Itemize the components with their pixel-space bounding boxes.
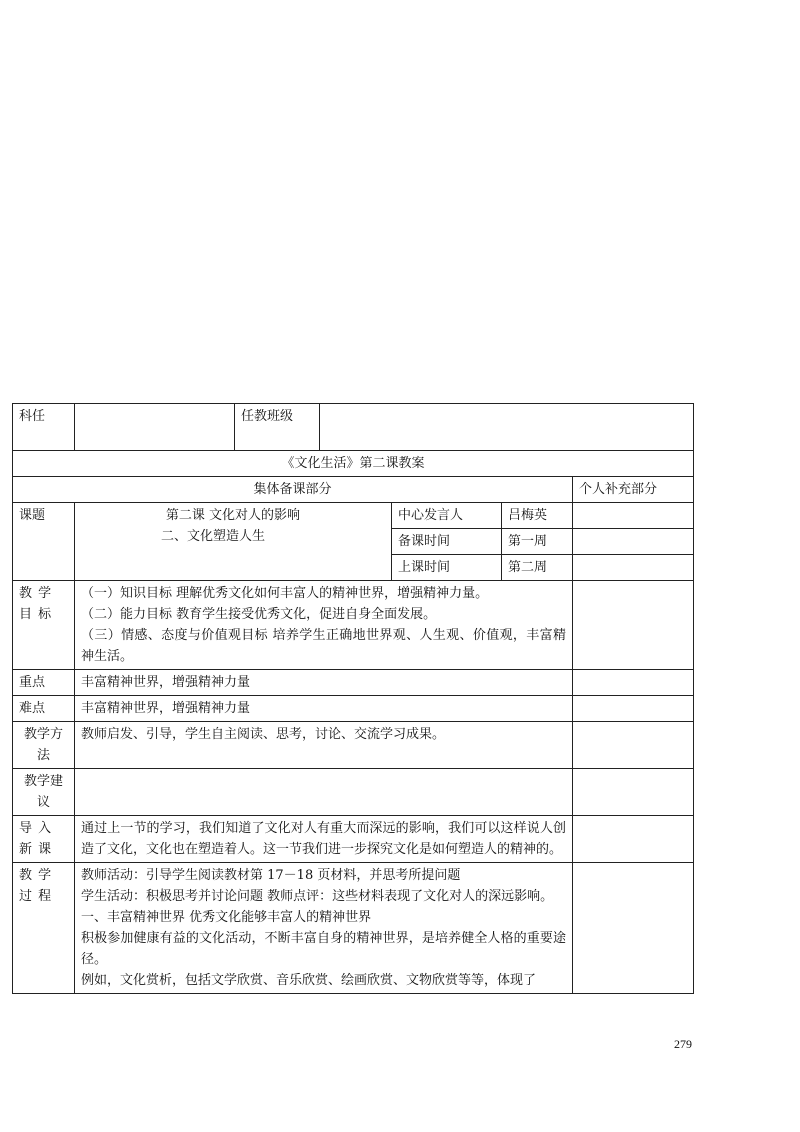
method-row (13, 722, 694, 769)
goals-content (75, 581, 573, 670)
key-point-row (13, 670, 694, 696)
topic-line-2: 二、文化塑造人生 (160, 529, 265, 544)
goals-row (13, 581, 694, 670)
speaker-value: 吕梅英 (502, 503, 573, 529)
process-line-4: 积极参加健康有益的文化活动，不断丰富自身的精神世界，是培养健全人格的重要途径。 (81, 931, 566, 967)
process-row (13, 863, 694, 994)
intro-row (13, 816, 694, 863)
personal-topic-3 (573, 555, 694, 581)
process-line-5: 例如，文化赏析，包括文学欣赏、音乐欣赏、绘画欣赏、文物欣赏等等，体现了 (81, 973, 537, 988)
method-text: 教师启发、引导，学生自主阅读、思考，讨论、交流学习成果。 (75, 722, 573, 769)
suggestion-label: 教学建议 (13, 769, 75, 816)
personal-difficulty (573, 696, 694, 722)
personal-topic-1 (573, 503, 694, 529)
title-row (13, 451, 694, 477)
goal-item-1: （一）知识目标 理解优秀文化如何丰富人的精神世界，增强精神力量。 (81, 586, 489, 601)
section-personal: 个人补充部分 (573, 477, 694, 503)
topic-label: 课题 (13, 503, 75, 581)
topic-line-1: 第二课 文化对人的影响 (165, 508, 301, 523)
header-row (13, 404, 694, 451)
method-label: 教学方法 (13, 722, 75, 769)
intro-text: 通过上一节的学习，我们知道了文化对人有重大而深远的影响，我们可以这样说人创造了文化，文化也在塑造着人。这一节我们进一步探究文化是如何塑造人的精神的。 (75, 816, 573, 863)
subject-teacher-label: 科任 (13, 404, 75, 451)
process-line-1: 教师活动：引导学生阅读教材第 17－18 页材料，并思考所提问题 (81, 868, 461, 883)
subject-teacher-value (75, 404, 235, 451)
goal-item-2: （二）能力目标 教育学生接受优秀文化，促进自身全面发展。 (81, 607, 437, 622)
topic-title (75, 503, 392, 581)
prep-time-label: 备课时间 (392, 529, 502, 555)
personal-goals (573, 581, 694, 670)
personal-suggestion (573, 769, 694, 816)
personal-process (573, 863, 694, 994)
class-value (320, 404, 694, 451)
personal-topic-2 (573, 529, 694, 555)
lesson-plan-table (12, 403, 694, 994)
intro-label: 导 入 新 课 (13, 816, 75, 863)
process-line-3: 一、丰富精神世界 优秀文化能够丰富人的精神世界 (81, 910, 372, 925)
key-point-label: 重点 (13, 670, 75, 696)
topic-row-1 (13, 503, 694, 529)
process-line-2: 学生活动：积极思考并讨论问题 教师点评：这些材料表现了文化对人的深远影响。 (81, 889, 554, 904)
section-collective: 集体备课部分 (13, 477, 573, 503)
suggestion-row (13, 769, 694, 816)
section-row (13, 477, 694, 503)
personal-intro (573, 816, 694, 863)
personal-key-point (573, 670, 694, 696)
doc-title: 《文化生活》第二课教案 (13, 451, 694, 477)
speaker-label: 中心发言人 (392, 503, 502, 529)
suggestion-text (75, 769, 573, 816)
prep-time-value: 第一周 (502, 529, 573, 555)
process-content (75, 863, 573, 994)
key-point-text: 丰富精神世界，增强精神力量 (75, 670, 573, 696)
process-label: 教 学 过 程 (13, 863, 75, 994)
class-label: 任教班级 (235, 404, 320, 451)
goals-label: 教 学 目 标 (13, 581, 75, 670)
class-time-label: 上课时间 (392, 555, 502, 581)
difficulty-text: 丰富精神世界，增强精神力量 (75, 696, 573, 722)
difficulty-row (13, 696, 694, 722)
class-time-value: 第二周 (502, 555, 573, 581)
goal-item-3: （三）情感、态度与价值观目标 培养学生正确地世界观、人生观、价值观，丰富精神生活。 (81, 628, 566, 664)
personal-method (573, 722, 694, 769)
difficulty-label: 难点 (13, 696, 75, 722)
page-number: 279 (674, 1037, 692, 1051)
